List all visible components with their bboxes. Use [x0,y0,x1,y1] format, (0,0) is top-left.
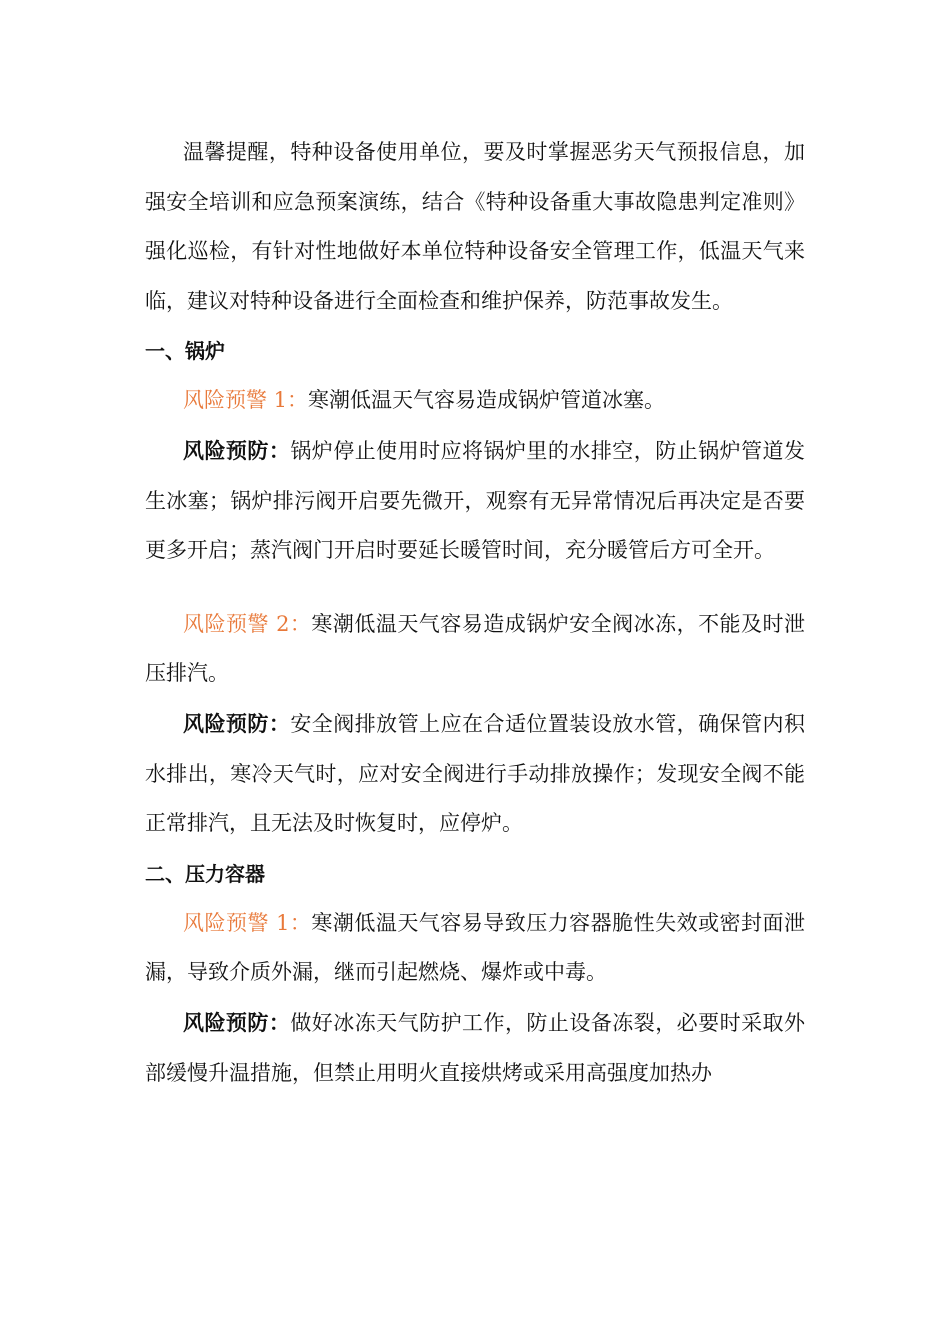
boiler-prevention-1 [145,426,805,576]
paragraph-spacer [145,576,805,600]
intro-paragraph: 温馨提醒，特种设备使用单位，要及时掌握恶劣天气预报信息，加强安全培训和应急预案演练，结合《特种设备重大事故隐患判定准则》强化巡检，有针对性地做好本单位特种设备安全管理工作，低温天气来临，建议对特种设备进行全面检查和维护保养，防范事故发生。 [145,140,805,313]
prevention-label: 风险预防： [183,1009,291,1035]
warning-label: 风险预警 1： [183,910,312,935]
prevention-label: 风险预防： [183,437,291,463]
document-page [145,128,805,1098]
prevention-text: 锅炉停止使用时应将锅炉里的水排空，防止锅炉管道发生冰塞；锅炉排污阀开启要先微开，观察有无异常情况后再决定是否要更多开启；蒸汽阀门开启时要延长暖管时间，充分暖管后方可全开。 [145,438,806,563]
prevention-label: 风险预防： [183,710,291,736]
warning-label: 风险预警 2： [183,611,312,636]
boiler-warning-2 [145,600,805,699]
warning-text: 寒潮低温天气容易导致压力容器脆性失效或密封面泄漏，导致介质外漏，继而引起燃烧、爆炸或中毒。 [145,910,805,985]
vessel-prevention-1 [145,998,805,1098]
prevention-text: 安全阀排放管上应在合适位置装设放水管，确保管内积水排出，寒冷天气时，应对安全阀进行手动排放操作；发现安全阀不能正常排汽，且无法及时恢复时，应停炉。 [145,711,806,836]
warning-text: 寒潮低温天气容易造成锅炉安全阀冰冻，不能及时泄压排汽。 [145,611,805,686]
boiler-prevention-2 [145,699,805,849]
boiler-warning-1 [145,376,805,426]
warning-label: 风险预警 1： [183,388,309,413]
section-heading-boiler: 一、锅炉 [145,339,225,364]
vessel-warning-1 [145,899,805,998]
section-heading-pressure-vessel: 二、压力容器 [145,861,265,886]
warning-text: 寒潮低温天气容易造成锅炉管道冰塞。 [308,388,666,413]
prevention-text: 做好冰冻天气防护工作，防止设备冻裂，必要时采取外部缓慢升温措施，但禁止用明火直接烘烤或采用高强度加热办 [145,1010,806,1085]
